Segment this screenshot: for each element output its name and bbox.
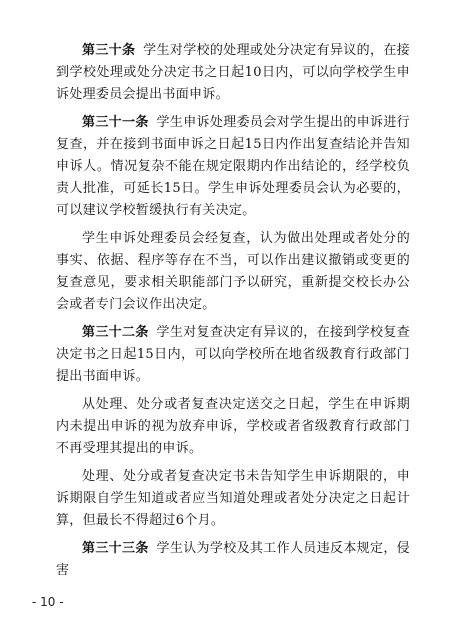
article-number: 第三十二条 — [82, 325, 149, 340]
paragraph-text: 学生认为学校及其工作人员违反本规定，侵害 — [56, 541, 410, 578]
paragraph-article-33 — [56, 538, 410, 582]
article-number: 第三十条 — [82, 43, 136, 58]
article-number: 第三十三条 — [82, 541, 149, 556]
paragraph-text: 学生申诉处理委员会对学生提出的申诉进行复查，并在接到书面申诉之日起15日内作出复查结论并告知申诉人。情况复杂不能在规定限期内作出结论的，经学校负责人批准，可延长15日。学生申诉处理委员会认为必要的，可以建议学校暂缓执行有关决定。 — [56, 115, 410, 218]
paragraph-article-30 — [56, 40, 410, 106]
document-body — [56, 40, 410, 588]
paragraph-text: 处理、处分或者复查决定书未告知学生申诉期限的，申诉期限自学生知道或者应当知道处理或者处分决定之日起计算，但最长不得超过6个月。 — [56, 469, 410, 528]
paragraph-text: 学生对复查决定有异议的，在接到学校复查决定书之日起15日内，可以向学校所在地省级教育行政部门提出书面申诉。 — [56, 325, 410, 384]
paragraph-deadline — [56, 466, 410, 532]
paragraph-article-32 — [56, 322, 410, 388]
paragraph-text: 学生对学校的处理或处分决定有异议的，在接到学校处理或处分决定书之日起10日内，可以向学校学生申诉处理委员会提出书面申诉。 — [56, 43, 410, 102]
paragraph-text: 学生申诉处理委员会经复查，认为做出处理或者处分的事实、依据、程序等存在不当，可以作出建议撤销或变更的复查意见，要求相关职能部门予以研究，重新提交校长办公会或者专门会议作出决定。 — [56, 231, 410, 312]
page-number: - 10 - — [32, 595, 64, 609]
article-number: 第三十一条 — [82, 115, 149, 130]
paragraph-text: 从处理、处分或者复查决定送交之日起，学生在申诉期内未提出申诉的视为放弃申诉，学校或者省级教育行政部门不再受理其提出的申诉。 — [56, 397, 410, 456]
paragraph-waiver — [56, 394, 410, 460]
paragraph-review-opinion — [56, 228, 410, 316]
paragraph-article-31 — [56, 112, 410, 222]
